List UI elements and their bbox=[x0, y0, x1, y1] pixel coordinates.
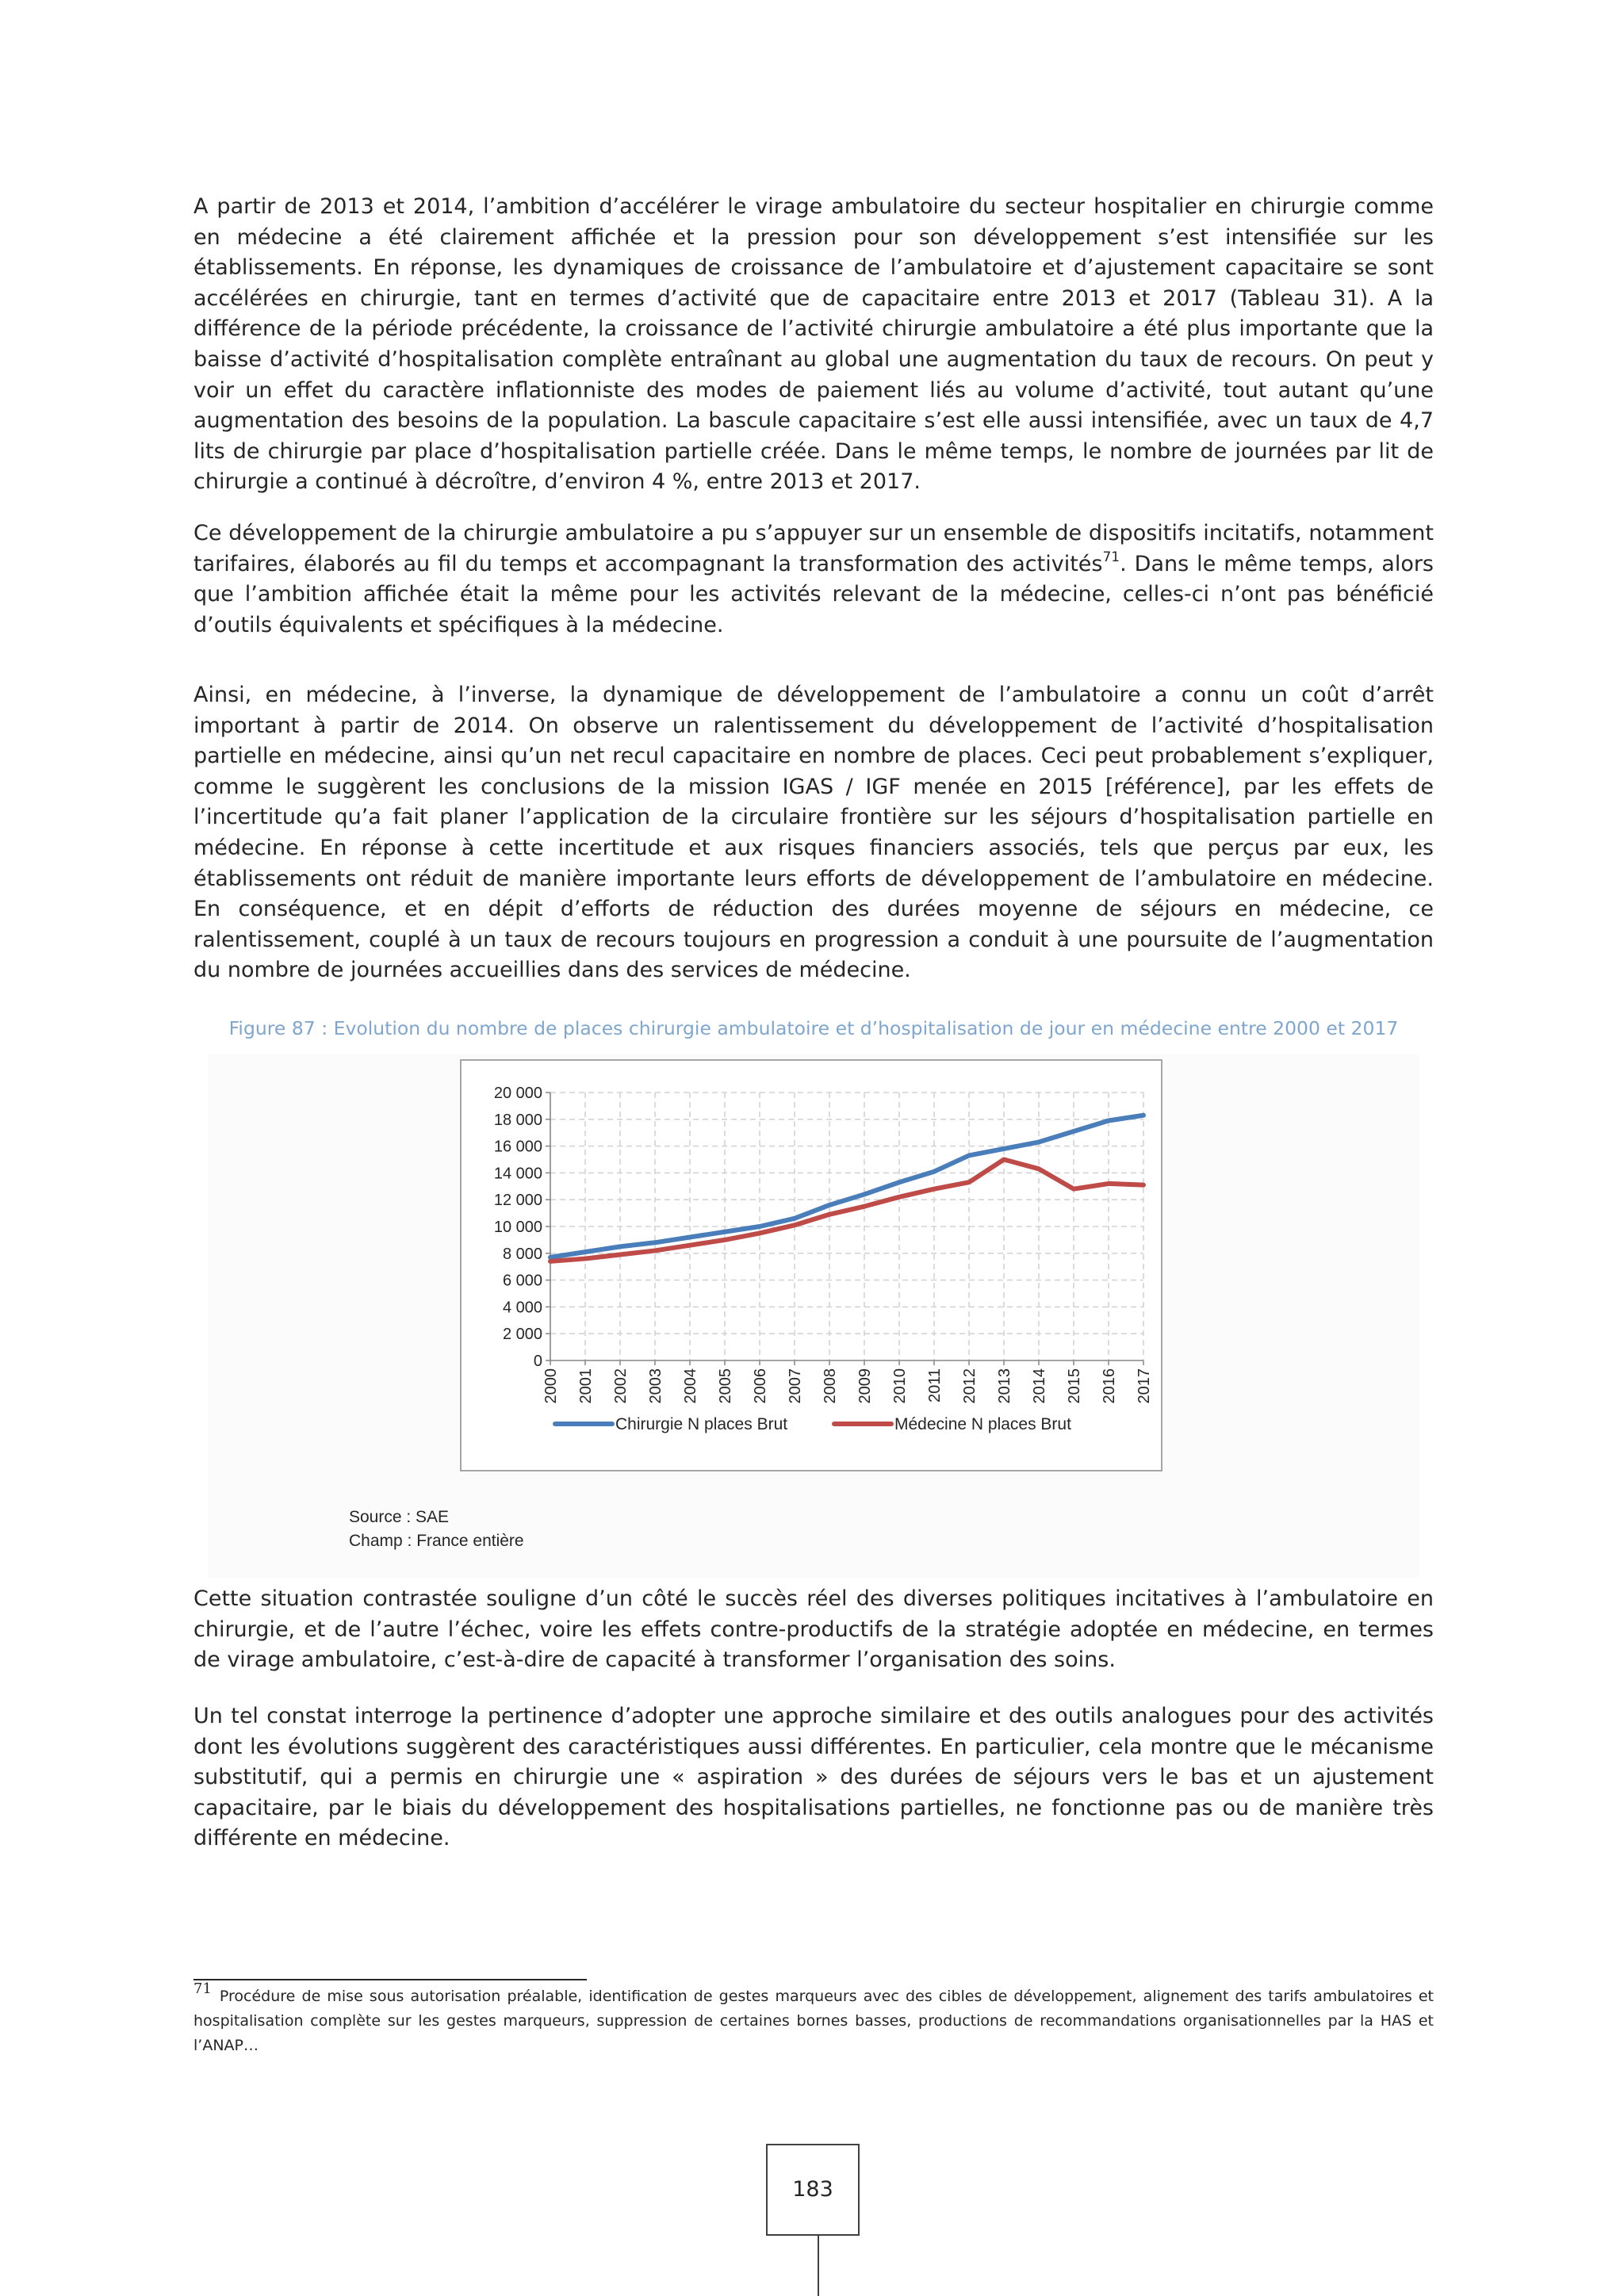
chart-canvas bbox=[462, 1061, 1164, 1473]
x-tick-label: 2010 bbox=[891, 1368, 909, 1404]
x-tick-label: 2001 bbox=[577, 1368, 595, 1404]
x-tick-label: 2014 bbox=[1031, 1368, 1048, 1404]
y-tick-label: 10 000 bbox=[493, 1219, 542, 1236]
x-tick-label: 2017 bbox=[1136, 1368, 1153, 1404]
x-tick-label: 2009 bbox=[856, 1368, 874, 1404]
x-tick-label: 2000 bbox=[542, 1368, 560, 1404]
x-tick-label: 2008 bbox=[822, 1368, 839, 1404]
line-chart bbox=[460, 1059, 1162, 1471]
x-tick-label: 2015 bbox=[1066, 1368, 1083, 1404]
x-tick-label: 2004 bbox=[682, 1368, 699, 1404]
x-tick-label: 2002 bbox=[612, 1368, 630, 1404]
footnote-reference[interactable]: 71 bbox=[1102, 549, 1120, 565]
figure-source: Source : SAE bbox=[349, 1508, 450, 1526]
paragraph-5: Un tel constat interroge la pertinence d’adopter une approche similaire et des outils analogues pour des activités dont les évolutions suggèrent des caractéristiques aussi différentes. En particulier, cela montre que le mécanisme substitutif, qui a permis en chirurgie une « aspiration » des durées de séjours vers le bas et un ajustement capacitaire, par le biais du développement des hospitalisations partielles, ne fonctionne pas ou de manière très différente en médecine. bbox=[193, 1704, 1434, 1851]
paragraph-1: A partir de 2013 et 2014, l’ambition d’accélérer le virage ambulatoire du secteur hospitalier en chirurgie comme en médecine a été clairement affichée et la pression pour son développement s’est intensifiée sur les établissements. En réponse, les dynamiques de croissance de l’ambulatoire et d’ajustement capacitaire se sont accélérées en chirurgie, tant en termes d’activité que de capacitaire entre 2013 et 2017 (Tableau 31). A la différence de la période précédente, la croissance de l’activité chirurgie ambulatoire a été plus importante que la baisse d’activité d’hospitalisation complète entraînant au global une augmentation du taux de recours. On peut y voir un effet du caractère inflationniste des modes de paiement liés au volume d’activité, tout autant qu’une augmentation des besoins de la population. La bascule capacitaire s’est elle aussi intensifiée, avec un taux de 4,7 lits de chirurgie par place d’hospitalisation partielle créée. Dans le même temps, le nombre de journées par lit de chirurgie a continué à décroître, d’environ 4 %, entre 2013 et 2017. bbox=[193, 194, 1434, 495]
footnote-marker: 71 bbox=[193, 1980, 212, 1997]
page-number: 183 bbox=[766, 2144, 860, 2236]
footnote-separator bbox=[193, 1979, 587, 1980]
y-tick-label: 4 000 bbox=[502, 1299, 542, 1317]
x-axis-tick-labels bbox=[542, 1368, 1153, 1404]
paragraph-4: Cette situation contrastée souligne d’un côté le succès réel des diverses politiques incitatives à l’ambulatoire en chirurgie, et de l’autre l’échec, voire les effets contre-productifs de la stratégie adoptée en médecine, en termes de virage ambulatoire, c’est-à-dire de capacité à transformer l’organisation des soins. bbox=[193, 1586, 1434, 1673]
y-tick-label: 6 000 bbox=[502, 1272, 542, 1290]
figure-scope: Champ : France entière bbox=[349, 1532, 524, 1550]
y-tick-label: 12 000 bbox=[493, 1192, 542, 1210]
x-tick-label: 2016 bbox=[1101, 1368, 1118, 1404]
x-tick-label: 2005 bbox=[717, 1368, 734, 1404]
legend-label: Médecine N places Brut bbox=[894, 1415, 1071, 1433]
chart-legend bbox=[555, 1415, 1071, 1433]
page-number-stem bbox=[818, 2236, 819, 2296]
y-tick-label: 16 000 bbox=[493, 1138, 542, 1156]
y-tick-label: 2 000 bbox=[502, 1326, 542, 1344]
y-tick-label: 14 000 bbox=[493, 1165, 542, 1183]
chart-gridlines bbox=[550, 1093, 1143, 1360]
x-tick-label: 2006 bbox=[752, 1368, 769, 1404]
x-tick-label: 2011 bbox=[926, 1368, 944, 1403]
paragraph-2 bbox=[193, 519, 1434, 641]
x-tick-label: 2012 bbox=[961, 1368, 979, 1404]
y-tick-label: 0 bbox=[533, 1353, 542, 1370]
chart-series bbox=[550, 1115, 1143, 1261]
y-axis-tick-labels bbox=[494, 1085, 542, 1370]
footnote-text: Procédure de mise sous autorisation préalable, identification de gestes marqueurs avec des cibles de développement, alignement des tarifs ambulatoires et hospitalisation complète sur les gestes marqueurs, suppression de certaines bornes basses, productions de recommandations organisationnelles par la HAS et l’ANAP… bbox=[193, 1988, 1434, 2054]
x-tick-label: 2007 bbox=[787, 1368, 804, 1404]
paragraph-3: Ainsi, en médecine, à l’inverse, la dynamique de développement de l’ambulatoire a connu un coût d’arrêt important à partir de 2014. On observe un ralentissement du développement de l’activité d’hospitalisation partielle en médecine, ainsi qu’un net recul capacitaire en nombre de places. Ceci peut probablement s’expliquer, comme le suggèrent les conclusions de la mission IGAS / IGF menée en 2015 [référence], par les effets de l’incertitude qu’a fait planer l’application de la circulaire frontière sur les séjours d’hospitalisation partielle en médecine. En réponse à cette incertitude et aux risques financiers associés, tels que perçus par eux, les établissements ont réduit de manière importante leurs efforts de développement de l’ambulatoire en médecine. En conséquence, et en dépit d’efforts de réduction des durées moyenne de séjours en médecine, ce ralentissement, couplé à un taux de recours toujours en progression a conduit à une poursuite de l’augmentation du nombre de journées accueillies dans des services de médecine. bbox=[193, 683, 1434, 983]
footnote bbox=[193, 1980, 1434, 2058]
y-tick-label: 18 000 bbox=[493, 1111, 542, 1129]
paragraph-2-text-end: . Dans le même temps, alors que l’ambition affichée était la même pour les activités relevant de la médecine, celles-ci n’ont pas bénéficié d’outils équivalents et spécifiques à la médecine. bbox=[193, 551, 1434, 637]
legend-label: Chirurgie N places Brut bbox=[615, 1415, 788, 1433]
series-line-chirurgie bbox=[550, 1115, 1143, 1257]
chart-axes bbox=[546, 1093, 1143, 1365]
figure-caption: Figure 87 : Evolution du nombre de places chirurgie ambulatoire et d’hospitalisation de jour en médecine entre 2000 et 2017 bbox=[228, 1017, 1399, 1039]
y-tick-label: 8 000 bbox=[502, 1245, 542, 1263]
x-tick-label: 2003 bbox=[647, 1368, 665, 1404]
paragraph-2-text-start: Ce développement de la chirurgie ambulatoire a pu s’appuyer sur un ensemble de dispositifs incitatifs, notamment tarifaires, élaborés au fil du temps et accompagnant la transformation des activités bbox=[193, 521, 1434, 576]
y-tick-label: 20 000 bbox=[493, 1085, 542, 1102]
x-tick-label: 2013 bbox=[996, 1368, 1013, 1404]
